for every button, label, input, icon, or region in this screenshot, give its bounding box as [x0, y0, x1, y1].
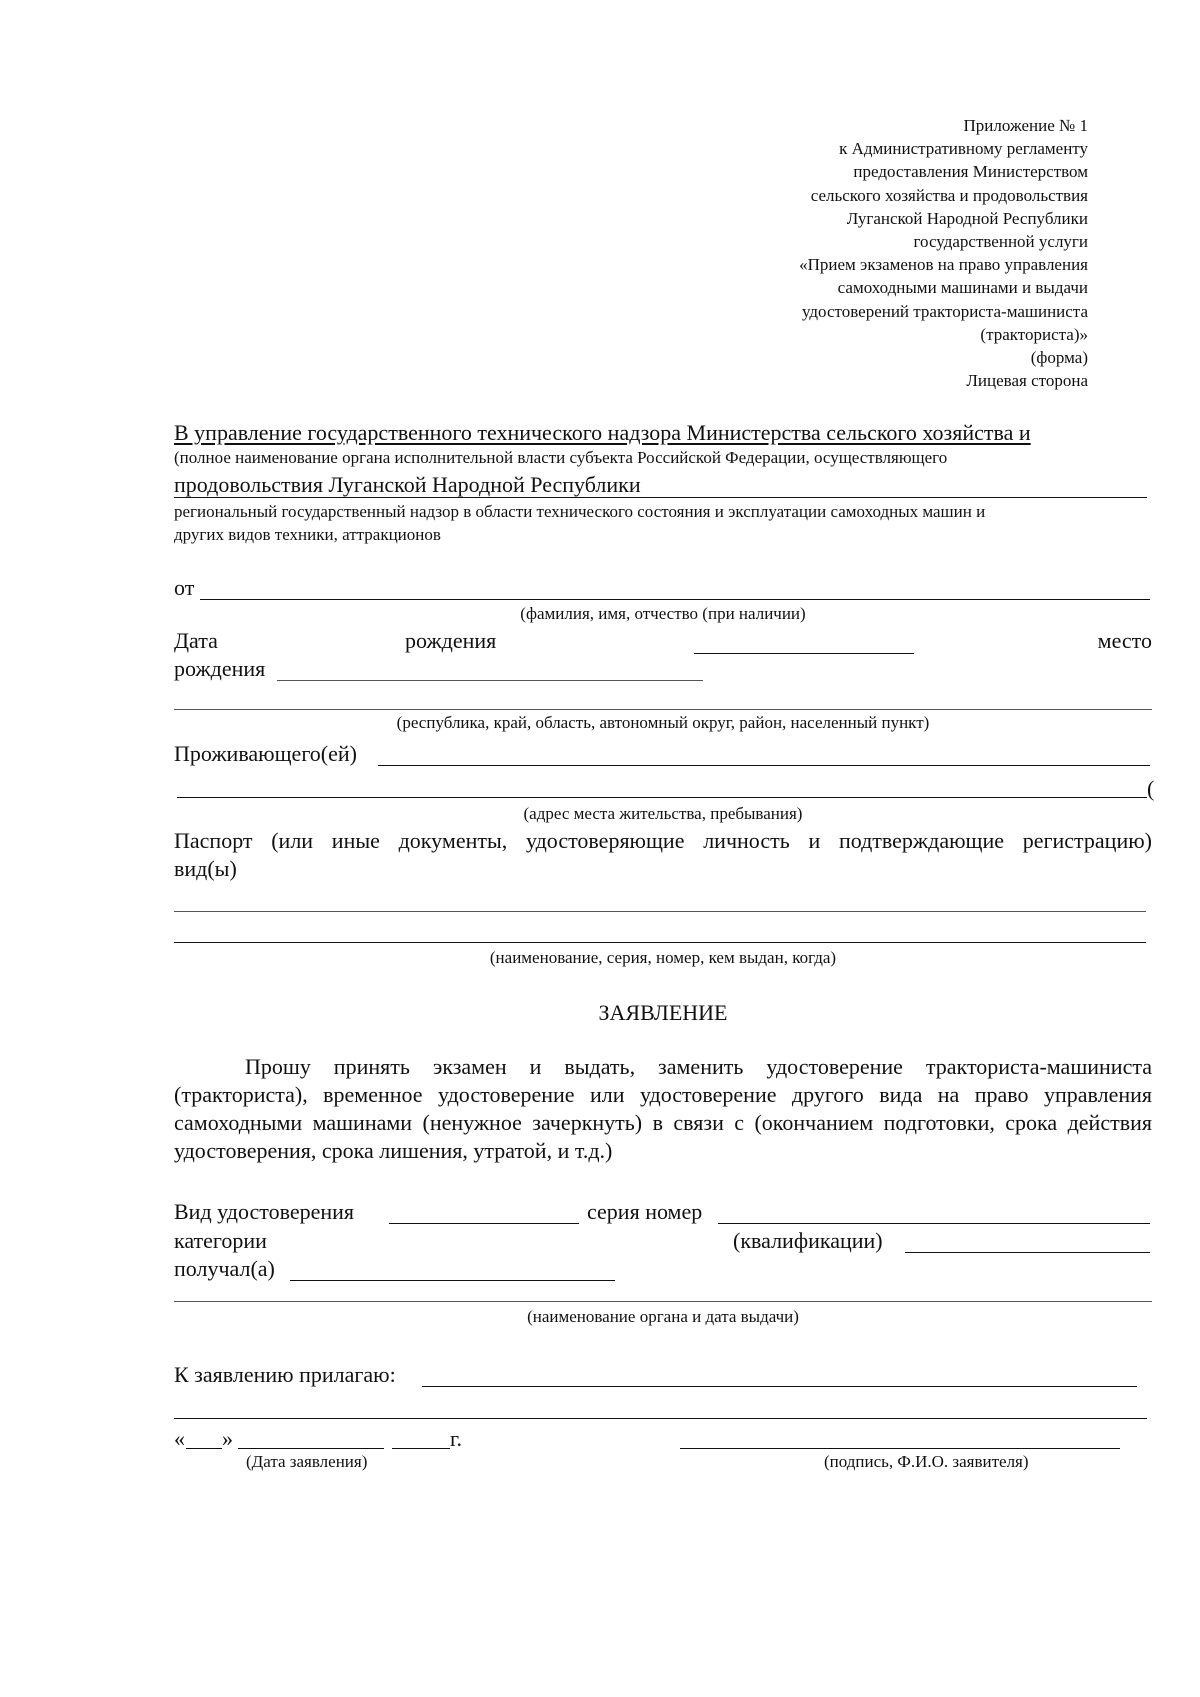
- license-type-field[interactable]: [389, 1223, 579, 1224]
- residence-label: Проживающего(ей): [174, 741, 357, 766]
- statement-body: Прошу принять экзамен и выдать, заменить удостоверение тракториста-машиниста (тракториста), временное удостоверение или удостоверение другого вида на право управления самоходными машинами (ненужное зачеркнуть) в связи с (окончанием подготовки, срока действия удостоверения, срока лишения, утратой, и т.д.): [174, 1054, 1152, 1163]
- addressee-line-1: В управление государственного технического надзора Министерства сельского хозяйства и: [174, 420, 1031, 445]
- statement-title: ЗАЯВЛЕНИЕ: [598, 1000, 728, 1025]
- passport-hint: (наименование, серия, номер, кем выдан, когда): [489, 948, 837, 967]
- date-hint: (Дата заявления): [246, 1452, 368, 1471]
- date-year-field[interactable]: [392, 1448, 450, 1449]
- birthplace-field[interactable]: [277, 680, 703, 681]
- appendix-line: (тракториста)»: [980, 324, 1088, 344]
- passport-label-2: вид(ы): [174, 856, 237, 881]
- fio-field[interactable]: [200, 599, 1150, 600]
- appendix-line: Приложение № 1: [963, 116, 1088, 135]
- address-hint: (адрес места жительства, пребывания): [523, 804, 803, 823]
- addressee-hint-2a: региональный государственный надзор в области технического состояния и эксплуатации самоходных машин и: [174, 502, 986, 521]
- signature-field[interactable]: [680, 1448, 1120, 1449]
- from-label: от: [174, 575, 195, 600]
- passport-field[interactable]: [174, 911, 1146, 912]
- appendix-line: сельского хозяйства и продовольствия: [810, 185, 1088, 205]
- date-day-field[interactable]: [186, 1448, 222, 1449]
- passport-label: Паспорт (или иные документы, удостоверяющие личность и подтверждающие регистрацию): [174, 828, 1152, 853]
- issuer-field[interactable]: [174, 1301, 1152, 1302]
- addressee-hint-1: (полное наименование органа исполнительной власти субъекта Российской Федерации, осуществляющего: [174, 448, 948, 467]
- received-field[interactable]: [290, 1280, 615, 1281]
- date-month-field[interactable]: [238, 1448, 384, 1449]
- date-year-suffix: г.: [450, 1426, 463, 1451]
- appendix-line: самоходными машинами и выдачи: [837, 278, 1088, 298]
- fio-hint: (фамилия, имя, отчество (при наличии): [520, 604, 806, 623]
- birthplace-hint: (республика, край, область, автономный округ, район, населенный пункт): [396, 713, 930, 732]
- signature-hint: (подпись, Ф.И.О. заявителя): [824, 1452, 1029, 1471]
- residence-field[interactable]: [378, 765, 1150, 766]
- appendix-line: (форма): [1030, 348, 1088, 368]
- appendix-line: государственной услуги: [913, 232, 1088, 252]
- birth-date-field[interactable]: [694, 653, 914, 654]
- birth-date-label-2: рождения: [405, 628, 497, 653]
- birth-date-label: Дата: [174, 628, 218, 653]
- attachments-field-2[interactable]: [174, 1418, 1147, 1419]
- received-label: получал(а): [174, 1256, 275, 1281]
- license-series-field[interactable]: [718, 1223, 1150, 1224]
- statement-body-block: [174, 1053, 1152, 1165]
- appendix-line: предоставления Министерством: [853, 162, 1088, 182]
- residence-field-2[interactable]: [177, 797, 1147, 798]
- date-quote-open: «: [174, 1426, 185, 1451]
- category-label: категории: [174, 1228, 267, 1253]
- appendix-line: удостоверений тракториста-машиниста: [801, 301, 1088, 321]
- birthplace-field-2[interactable]: [174, 709, 1152, 710]
- license-type-label: Вид удостоверения: [174, 1199, 355, 1224]
- attachments-field[interactable]: [422, 1386, 1137, 1387]
- passport-field-2[interactable]: [174, 942, 1146, 943]
- birthplace-label: место: [1097, 628, 1152, 653]
- birthplace-label-2: рождения: [174, 656, 266, 681]
- appendix-block: [799, 114, 1088, 392]
- addressee-line-2: продовольствия Луганской Народной Республики: [174, 472, 641, 497]
- addressee-underline[interactable]: [174, 497, 1147, 498]
- residence-paren: (: [1147, 776, 1155, 801]
- addressee-hint-2b: других видов техники, аттракционов: [174, 525, 441, 544]
- issuer-hint: (наименование органа и дата выдачи): [527, 1307, 799, 1326]
- attachments-label: К заявлению прилагаю:: [174, 1362, 396, 1387]
- date-quote-close: »: [222, 1426, 233, 1451]
- appendix-line: к Административному регламенту: [839, 139, 1088, 159]
- qualification-label: (квалификации): [733, 1228, 883, 1253]
- license-series-label: серия номер: [587, 1199, 703, 1224]
- qualification-field[interactable]: [905, 1252, 1150, 1253]
- appendix-line: «Прием экзаменов на право управления: [799, 255, 1088, 275]
- appendix-line: Лицевая сторона: [966, 371, 1088, 391]
- appendix-line: Луганской Народной Республики: [846, 208, 1088, 228]
